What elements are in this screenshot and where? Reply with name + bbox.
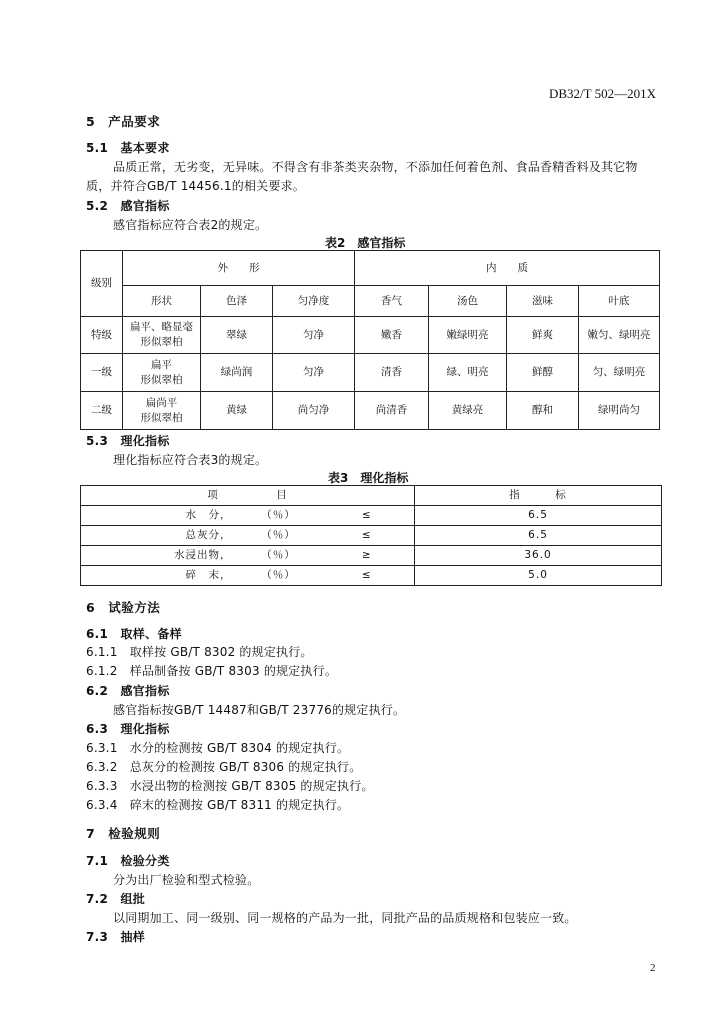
color-cell: 黄绿 [201, 392, 273, 430]
section-5-3-heading: 5.3 理化指标 [86, 434, 170, 448]
item-name-cell: 碎 末， [81, 566, 238, 586]
section-7-1-paragraph: 分为出厂检验和型式检验。 [113, 873, 260, 887]
column-header-leaf: 叶底 [579, 286, 660, 317]
column-header-liquor: 汤色 [429, 286, 507, 317]
table-row [81, 354, 660, 392]
page-number: 2 [650, 962, 656, 974]
index-header: 指 标 [415, 486, 662, 506]
item-unit-cell: （％） [238, 506, 320, 526]
table-3-caption: 表3 理化指标 [328, 471, 409, 485]
section-5-heading: 5 产品要求 [86, 114, 161, 129]
operator-cell: ≥ [320, 546, 415, 566]
section-5-1-paragraph-line1: 品质正常，无劣变，无异味。不得含有非茶类夹杂物，不添加任何着色剂、食品香精香料及其它物 [113, 160, 638, 174]
shape-cell: 扁平、略显毫 形似翠柏 [123, 317, 201, 354]
table-row [81, 546, 662, 566]
operator-cell: ≤ [320, 526, 415, 546]
section-7-heading: 7 检验规则 [86, 826, 161, 841]
table-2-caption: 表2 感官指标 [325, 236, 406, 250]
taste-cell: 醇和 [507, 392, 579, 430]
intrinsic-group-header: 内 质 [355, 251, 660, 286]
leaf-cell: 匀、绿明亮 [579, 354, 660, 392]
evenness-cell: 匀净 [273, 317, 355, 354]
liquor-cell: 嫩绿明亮 [429, 317, 507, 354]
item-unit-cell: （％） [238, 546, 320, 566]
section-6-3-1: 6.3.1 水分的检测按 GB/T 8304 的规定执行。 [86, 741, 350, 755]
grade-cell: 一级 [81, 354, 123, 392]
item-unit-cell: （％） [238, 566, 320, 586]
table-row [81, 526, 662, 546]
column-header-evenness: 匀净度 [273, 286, 355, 317]
color-cell: 绿尚润 [201, 354, 273, 392]
color-cell: 翠绿 [201, 317, 273, 354]
taste-cell: 鲜醇 [507, 354, 579, 392]
value-cell: 6.5 [415, 506, 662, 526]
evenness-cell: 尚匀净 [273, 392, 355, 430]
section-6-2-heading: 6.2 感官指标 [86, 684, 170, 698]
liquor-cell: 黄绿亮 [429, 392, 507, 430]
aroma-cell: 尚清香 [355, 392, 429, 430]
item-name-cell: 水 分， [81, 506, 238, 526]
section-6-1-2: 6.1.2 样品制备按 GB/T 8303 的规定执行。 [86, 664, 338, 678]
section-5-2-heading: 5.2 感官指标 [86, 199, 170, 213]
column-header-color: 色泽 [201, 286, 273, 317]
section-6-heading: 6 试验方法 [86, 600, 161, 615]
section-6-3-2: 6.3.2 总灰分的检测按 GB/T 8306 的规定执行。 [86, 760, 362, 774]
column-header-taste: 滋味 [507, 286, 579, 317]
table-row [81, 317, 660, 354]
section-6-2-paragraph: 感官指标按GB/T 14487和GB/T 23776的规定执行。 [113, 703, 406, 717]
item-name-cell: 水浸出物， [81, 546, 238, 566]
column-header-shape: 形状 [123, 286, 201, 317]
section-6-1-1: 6.1.1 取样按 GB/T 8302 的规定执行。 [86, 645, 313, 659]
operator-cell: ≤ [320, 566, 415, 586]
section-5-3-paragraph: 理化指标应符合表3的规定。 [113, 453, 268, 467]
evenness-cell: 匀净 [273, 354, 355, 392]
liquor-cell: 绿、明亮 [429, 354, 507, 392]
physicochemical-index-table [80, 485, 662, 586]
section-5-1-heading: 5.1 基本要求 [86, 141, 170, 155]
section-7-3-heading: 7.3 抽样 [86, 930, 146, 944]
sensory-index-table [80, 250, 660, 430]
appearance-group-header: 外 形 [123, 251, 355, 286]
grade-header: 级别 [81, 251, 123, 317]
section-6-1-heading: 6.1 取样、备样 [86, 627, 182, 641]
table-row [81, 566, 662, 586]
item-unit-cell: （％） [238, 526, 320, 546]
column-header-aroma: 香气 [355, 286, 429, 317]
item-header: 项 目 [81, 486, 415, 506]
section-7-2-heading: 7.2 组批 [86, 892, 146, 906]
table-row [81, 506, 662, 526]
table-row [81, 392, 660, 430]
grade-cell: 二级 [81, 392, 123, 430]
leaf-cell: 绿明尚匀 [579, 392, 660, 430]
taste-cell: 鲜爽 [507, 317, 579, 354]
section-6-3-4: 6.3.4 碎末的检测按 GB/T 8311 的规定执行。 [86, 798, 350, 812]
item-name-cell: 总灰分， [81, 526, 238, 546]
shape-cell: 扁平 形似翠柏 [123, 354, 201, 392]
value-cell: 6.5 [415, 526, 662, 546]
document-code: DB32/T 502—201X [549, 86, 657, 101]
value-cell: 5.0 [415, 566, 662, 586]
section-5-2-paragraph: 感官指标应符合表2的规定。 [113, 218, 268, 232]
section-6-3-heading: 6.3 理化指标 [86, 722, 170, 736]
leaf-cell: 嫩匀、绿明亮 [579, 317, 660, 354]
grade-cell: 特级 [81, 317, 123, 354]
section-6-3-3: 6.3.3 水浸出物的检测按 GB/T 8305 的规定执行。 [86, 779, 374, 793]
section-7-1-heading: 7.1 检验分类 [86, 854, 170, 868]
aroma-cell: 嫩香 [355, 317, 429, 354]
value-cell: 36.0 [415, 546, 662, 566]
shape-cell: 扁尚平 形似翠柏 [123, 392, 201, 430]
section-7-2-paragraph: 以同期加工、同一级别、同一规格的产品为一批，同批产品的品质规格和包装应一致。 [113, 911, 577, 925]
operator-cell: ≤ [320, 506, 415, 526]
aroma-cell: 清香 [355, 354, 429, 392]
section-5-1-paragraph-line2: 质，并符合GB/T 14456.1的相关要求。 [86, 179, 305, 193]
